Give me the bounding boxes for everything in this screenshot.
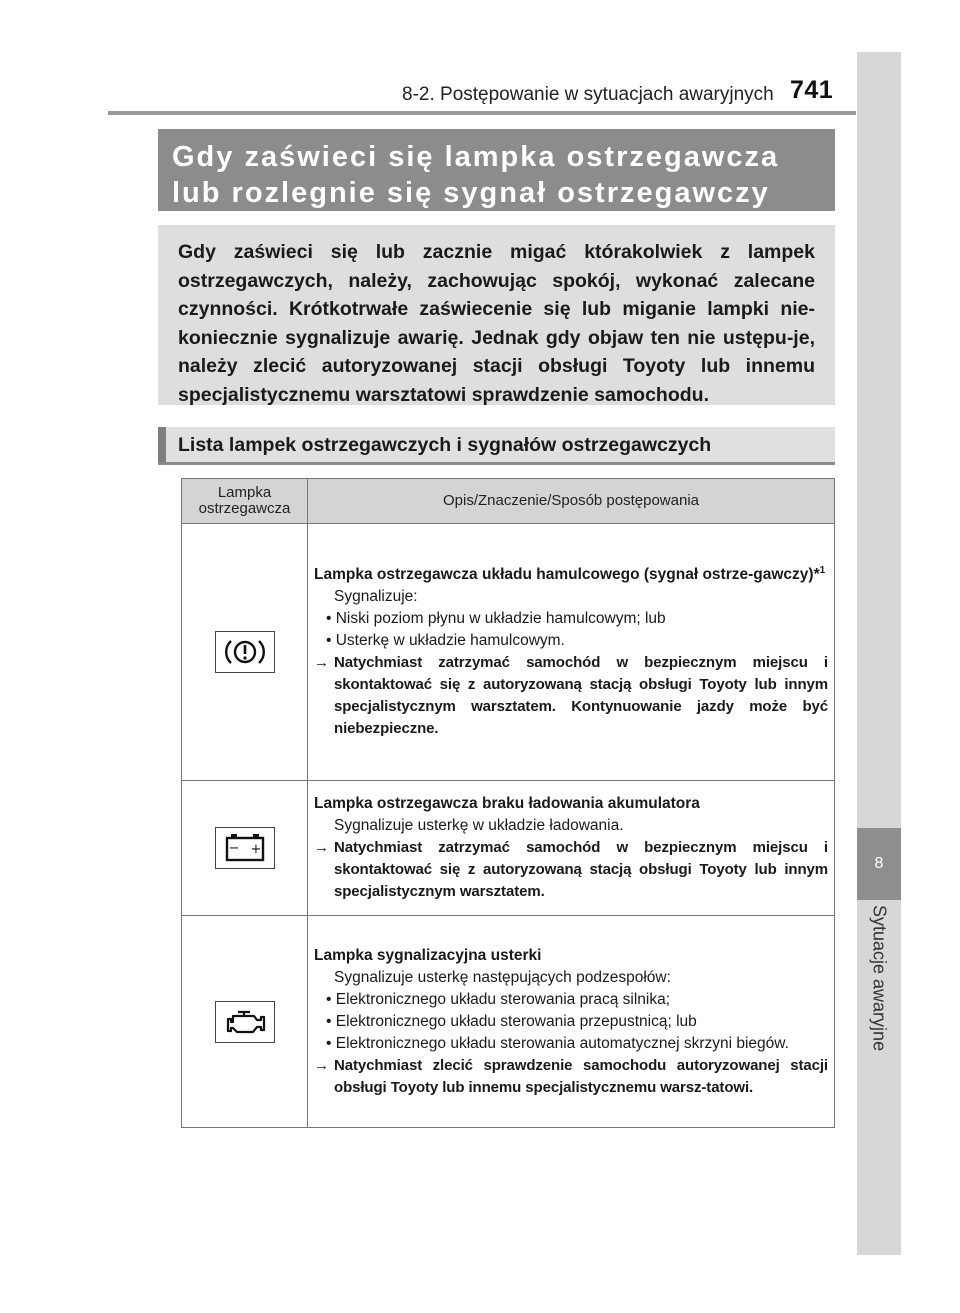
lamp-action	[314, 1055, 828, 1099]
table-row	[182, 916, 835, 1128]
table-row	[182, 781, 835, 916]
section-heading: Lista lampek ostrzegawczych i sygnałów ostrzegawczych	[158, 427, 835, 464]
header-divider	[108, 111, 856, 115]
footnote-mark: 1	[819, 564, 826, 576]
lamp-action-text: Natychmiast zatrzymać samochód w bezpiecznym miejscu i skontaktować się z autoryzowaną stacją obsługi Toyoty lub innym specjalistycznym warsztatem. Kontynuowanie jazdy może być niebezpieczne.	[334, 654, 828, 737]
lamp-signal-text: Sygnalizuje usterkę w układzie ładowania.	[334, 817, 624, 834]
lamp-signal-text: Sygnalizuje:	[334, 588, 418, 605]
chapter-number: 8	[874, 855, 884, 872]
intro-paragraph: Gdy zaświeci się lub zacznie migać którakolwiek z lampek ostrzegawczych, należy, zachowując spokój, wykonać zalecane czynności. Krótkotrwałe zaświecenie się lub miganie lampki nie-koniecznie sygnalizuje awarię. Jednak gdy objaw ten nie ustępu-je, należy zlecić autoryzowanej stacji obsługi Toyoty lub innemu specjalistycznemu warsztatowi sprawdzenie samochodu.	[158, 225, 835, 405]
lamp-description-cell	[308, 524, 835, 781]
table-row	[182, 524, 835, 781]
lamp-action-text: Natychmiast zlecić sprawdzenie samochodu autoryzowanej stacji obsługi Toyoty lub innemu specjalistycznemu warsz-tatowi.	[334, 1056, 828, 1096]
warning-lamp-table	[181, 478, 835, 1128]
lamp-signal-text: Sygnalizuje usterkę następujących podzespołów:	[334, 968, 671, 986]
page-title-line-1: Gdy zaświeci się lampka ostrzegawcza	[172, 141, 780, 173]
page-number: 741	[790, 76, 834, 104]
header-section-title: 8-2. Postępowanie w sytuacjach awaryjnych	[402, 84, 774, 105]
lamp-title: Lampka sygnalizacyjna usterki	[314, 946, 542, 964]
lamp-bullet-item: • Usterkę w układzie hamulcowym.	[326, 632, 565, 649]
column-header-lamp-line-2: ostrzegawcza	[198, 500, 291, 517]
action-arrow-icon: →	[314, 1056, 329, 1074]
lamp-bullet-item: • Elektronicznego układu sterowania przepustnicą; lub	[326, 1012, 697, 1030]
lamp-title: Lampka ostrzegawcza braku ładowania akumulatora	[314, 795, 700, 812]
lamp-action	[314, 837, 828, 903]
section-heading-underline	[158, 462, 835, 465]
brake-warning-icon	[215, 631, 275, 673]
page-title-line-2: lub rozlegnie się sygnał ostrzegawczy	[172, 177, 770, 209]
battery-minus-label: −	[228, 841, 239, 856]
lamp-bullet-item: • Niski poziom płynu w układzie hamulcowym; lub	[326, 610, 666, 627]
page-title	[158, 129, 835, 211]
action-arrow-icon: →	[314, 654, 329, 671]
lamp-action	[314, 652, 828, 740]
column-header-lamp-line-1: Lampka	[217, 484, 272, 501]
lamp-icon-cell	[182, 781, 308, 916]
lamp-bullet-item: • Elektronicznego układu sterowania pracą silnika;	[326, 990, 671, 1008]
column-header-description: Opis/Znaczenie/Sposób postępowania	[308, 479, 835, 524]
lamp-action-text: Natychmiast zatrzymać samochód w bezpiecznym miejscu i skontaktować się z autoryzowaną stacją obsługi Toyoty lub innym specjalistycznym warsztatem.	[334, 839, 828, 900]
lamp-icon-cell	[182, 524, 308, 781]
lamp-title	[314, 564, 828, 586]
column-header-lamp	[182, 479, 308, 524]
chapter-label: Sytuacje awaryjne	[869, 905, 890, 1052]
check-engine-icon	[215, 1001, 275, 1043]
action-arrow-icon: →	[314, 839, 329, 856]
lamp-description-cell	[308, 781, 835, 916]
battery-charge-icon	[215, 827, 275, 869]
lamp-description-cell	[308, 916, 835, 1128]
table-header-row	[182, 479, 835, 524]
lamp-icon-cell	[182, 916, 308, 1128]
battery-plus-label: +	[250, 842, 261, 857]
lamp-title-text: Lampka ostrzegawcza układu hamulcowego (sygnał ostrze-gawczy)*	[314, 566, 820, 583]
chapter-number-box	[857, 828, 901, 900]
lamp-bullet-item: • Elektronicznego układu sterowania automatycznej skrzyni biegów.	[326, 1034, 789, 1052]
